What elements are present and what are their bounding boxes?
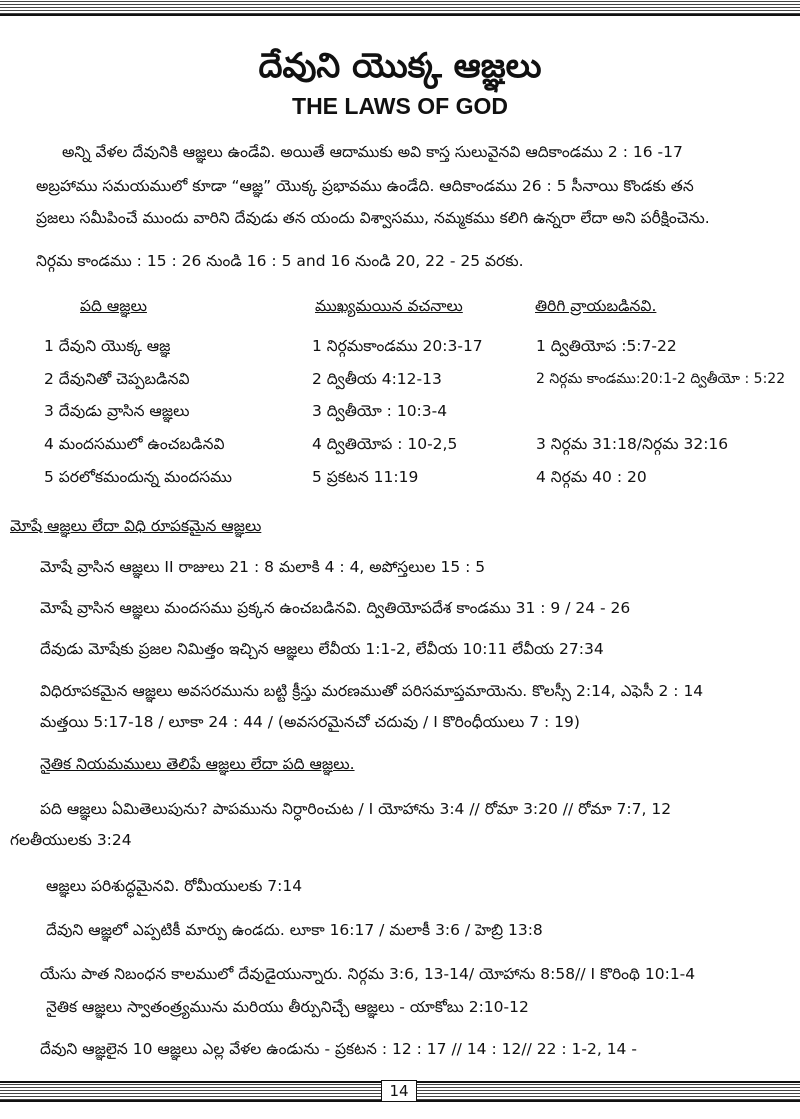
table-cell: 4 మందసములో ఉంచబడినవి — [44, 435, 225, 453]
moral-section-heading: నైతిక నియమములు తెలిపే ఆజ్ఞలు లేదా పది ఆజ్ఞలు. — [40, 755, 355, 773]
moral-line-1: పది ఆజ్ఞలు ఏమితెలుపును? పాపమును నిర్ధారించుట / I యోహాను 3:4 // రోమా 3:20 // రోమా 7:7, 12 — [40, 800, 672, 818]
table-cell: 1 నిర్గమకాండము 20:3-17 — [312, 337, 483, 355]
moses-line-5: మత్తయి 5:17-18 / లూకా 24 : 44 / (అవసరమైనచో చదువు / I కొరింధీయులు 7 : 19) — [40, 713, 580, 731]
intro-line-1: అన్ని వేళల దేవునికి ఆజ్ఞలు ఉండేవి. అయితే ఆదాముకు అవి కాస్త సులువైనవి ఆదికాండము 2 : 16 -17 — [62, 143, 683, 161]
page-title-telugu: దేవుని యొక్క ఆజ్ఞలు — [258, 46, 542, 86]
table-cell: 2 దేవునితో చెప్పబడినవి — [44, 370, 190, 388]
table-header-rewritten: తిరిగి వ్రాయబడినవి. — [535, 297, 657, 315]
moral-line-2: గలతీయులకు 3:24 — [10, 831, 132, 849]
table-cell: 3 దేవుడు వ్రాసిన ఆజ్ఞలు — [44, 402, 190, 420]
page-number: 14 — [381, 1080, 417, 1102]
moses-line-3: దేవుడు మోషేకు ప్రజల నిమిత్తం ఇచ్చిన ఆజ్ఞలు లేవీయ 1:1-2, లేవీయ 10:11 లేవీయ 27:34 — [40, 640, 604, 658]
moral-line-7: దేవుని ఆజ్ఞలైన 10 ఆజ్ఞలు ఎల్ల వేళల ఉండును - ప్రకటన : 12 : 17 // 14 : 12// 22 : 1-2, 14 - — [40, 1040, 637, 1058]
page-title-english: THE LAWS OF GOD — [292, 93, 508, 119]
intro-line-2: అబ్రహాము సమయములో కూడా “ఆజ్ఞ” యొక్క ప్రభావము ఉండేది. ఆదికాండము 26 : 5 సీనాయి కొండకు తన — [36, 177, 694, 195]
table-header-key-verses: ముఖ్యమయిన వచనాలు — [315, 297, 463, 315]
table-cell: 5 పరలోకమందున్న మందసము — [44, 468, 232, 486]
table-cell: 4 నిర్గమ 40 : 20 — [536, 468, 647, 486]
table-cell: 3 ద్వితీయో : 10:3-4 — [312, 402, 448, 420]
moses-section-heading: మోషే ఆజ్ఞలు లేదా విధి రూపకమైన ఆజ్ఞలు — [10, 517, 262, 535]
table-header-ten-laws: పది ఆజ్ఞలు — [80, 297, 147, 315]
moral-line-3: ఆజ్ఞలు పరిశుద్ధమైనవి. రోమీయులకు 7:14 — [46, 877, 303, 895]
moses-line-2: మోషే వ్రాసిన ఆజ్ఞలు మందసము ప్రక్కన ఉంచబడినవి. ద్వితియోపదేశ కాండము 31 : 9 / 24 - 26 — [40, 599, 631, 617]
table-cell: 5 ప్రకటన 11:19 — [312, 468, 419, 486]
table-cell: 1 ద్వితియోప :5:7-22 — [536, 337, 677, 355]
top-border-band — [0, 0, 800, 16]
moral-line-6: నైతిక ఆజ్ఞలు స్వాతంత్ర్యమును మరియు తీర్పునిచ్చే ఆజ్ఞలు - యాకోబు 2:10-12 — [46, 998, 529, 1016]
table-cell: 3 నిర్గమ 31:18/నిర్గమ 32:16 — [536, 435, 729, 453]
moses-line-1: మోషే వ్రాసిన ఆజ్ఞలు II రాజులు 21 : 8 మలాకి 4 : 4, అపోస్తలుల 15 : 5 — [40, 558, 486, 576]
moral-line-4: దేవుని ఆజ్ఞలో ఎప్పటికీ మార్పు ఉండదు. లూకా 16:17 / మలాకీ 3:6 / హెబ్రి 13:8 — [46, 921, 543, 939]
table-cell: 1 దేవుని యొక్క ఆజ్ఞ — [44, 337, 171, 355]
moses-line-4: విధిరూపకమైన ఆజ్ఞలు అవసరమును బట్టి క్రీస్తు మరణముతో పరిసమాప్తమాయెను. కొలస్సీ 2:14, ఎఫెసీ 2 : 14 — [40, 682, 704, 700]
intro-line-3: ప్రజలు సమీపించే ముందు వారిని దేవుడు తన యందు విశ్వాసము, నమ్మకము కలిగి ఉన్నరా లేదా అని పరీక్షించెను. — [36, 209, 710, 227]
table-cell: 2 ద్వితీయ 4:12-13 — [312, 370, 442, 388]
exodus-reference: నిర్గమ కాండము : 15 : 26 నుండి 16 : 5 and 16 నుండి 20, 22 - 25 వరకు. — [36, 252, 524, 270]
moral-line-5: యేసు పాత నిబంధన కాలములో దేవుడైయున్నారు. నిర్గమ 3:6, 13-14/ యోహాను 8:58// I కొరింథి 10:1-4 — [40, 965, 696, 983]
table-cell: 4 ద్వితియోప : 10-2,5 — [312, 435, 458, 453]
table-cell: 2 నిర్గమ కాండము:20:1-2 ద్వితీయో : 5:22 — [536, 371, 786, 387]
